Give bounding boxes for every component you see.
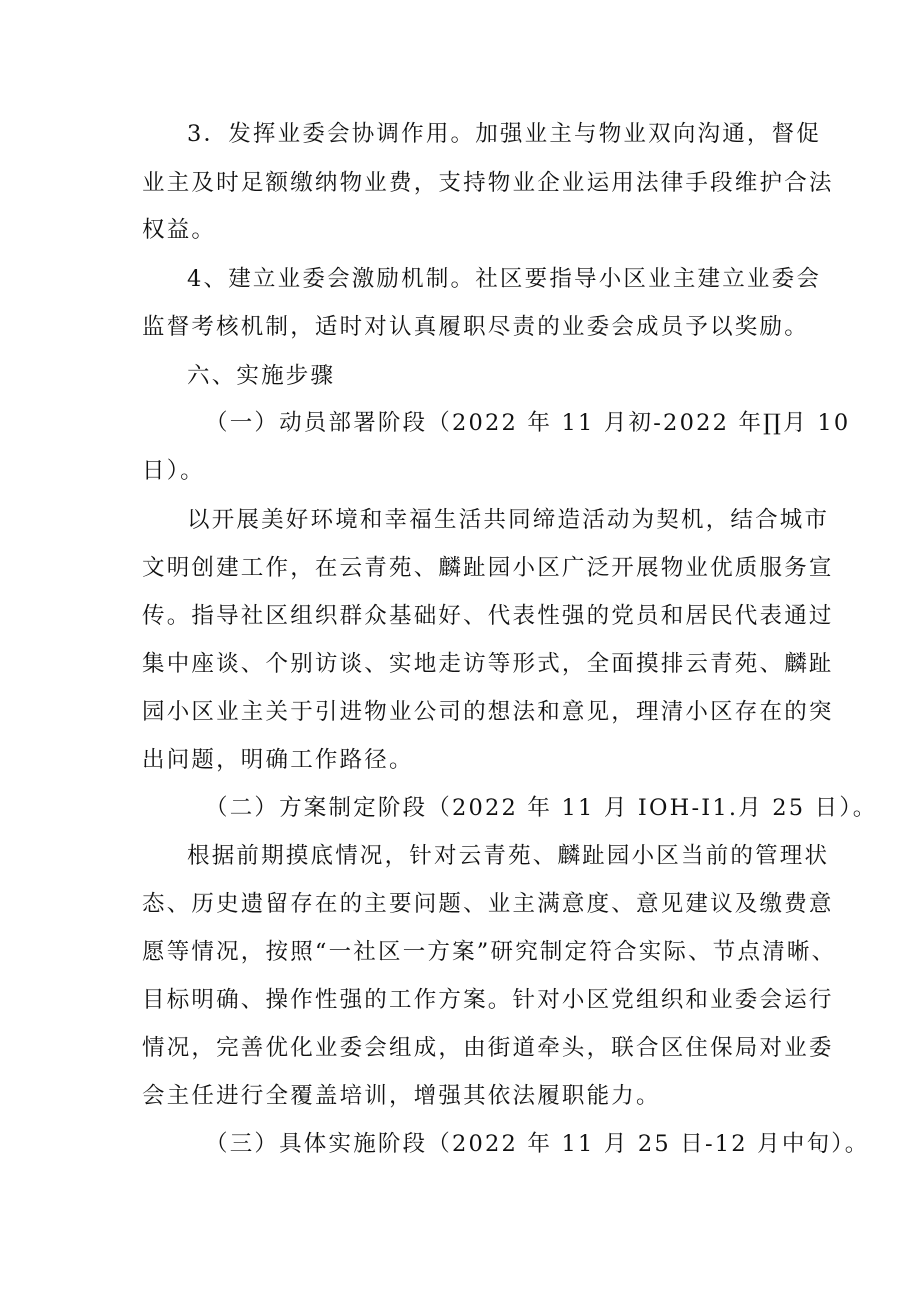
paragraph-stage1-line4: 集中座谈、个别访谈、实地走访等形式，全面摸排云青苑、麟趾	[142, 651, 834, 677]
paragraph-stage1-line3: 传。指导社区组织群众基础好、代表性强的党员和居民代表通过	[142, 603, 834, 629]
paragraph-item3-line1: 3．发挥业委会协调作用。加强业主与物业双向沟通，督促	[187, 121, 822, 147]
paragraph-stage2-line4: 目标明确、操作性强的工作方案。针对小区党组织和业委会运行	[142, 987, 834, 1013]
paragraph-stage2-line2: 态、历史遗留存在的主要问题、业主满意度、意见建议及缴费意	[142, 891, 834, 917]
section-heading-implementation-steps: 六、实施步骤	[187, 363, 336, 389]
paragraph-stage2-line3: 愿等情况，按照“一社区一方案”研究制定符合实际、节点清晰、	[142, 939, 837, 965]
subheading-stage3: （三）具体实施阶段（2022 年 11 月 25 日-12 月中旬）。	[205, 1131, 870, 1157]
paragraph-stage1-line1: 以开展美好环境和幸福生活共同缔造活动为契机，结合城市	[187, 507, 830, 533]
subheading-stage1-line1: （一）动员部署阶段（2022 年 11 月初-2022 年∏月 10	[205, 410, 851, 436]
subheading-stage2: （二）方案制定阶段（2022 年 11 月 IOH-I1.月 25 日）。	[205, 795, 878, 821]
paragraph-stage1-line5: 园小区业主关于引进物业公司的想法和意见，理清小区存在的突	[142, 699, 834, 725]
paragraph-stage2-line1: 根据前期摸底情况，针对云青苑、麟趾园小区当前的管理状	[187, 843, 830, 869]
paragraph-item4-line1: 4、建立业委会激励机制。社区要指导小区业主建立业委会	[187, 266, 822, 292]
paragraph-stage1-line2: 文明创建工作，在云青苑、麟趾园小区广泛开展物业优质服务宣	[142, 555, 834, 581]
subheading-stage1-line2: 日）。	[142, 458, 205, 484]
paragraph-item3-line3: 权益。	[142, 217, 217, 243]
paragraph-stage2-line6: 会主任进行全覆盖培训，增强其依法履职能力。	[142, 1083, 661, 1109]
paragraph-item3-line2: 业主及时足额缴纳物业费，支持物业企业运用法律手段维护合法	[142, 170, 834, 196]
paragraph-stage2-line5: 情况，完善优化业委会组成，由街道牵头，联合区住保局对业委	[142, 1035, 834, 1061]
paragraph-stage1-line6: 出问题，明确工作路径。	[142, 747, 414, 773]
paragraph-item4-line2: 监督考核机制，适时对认真履职尽责的业委会成员予以奖励。	[142, 314, 809, 340]
